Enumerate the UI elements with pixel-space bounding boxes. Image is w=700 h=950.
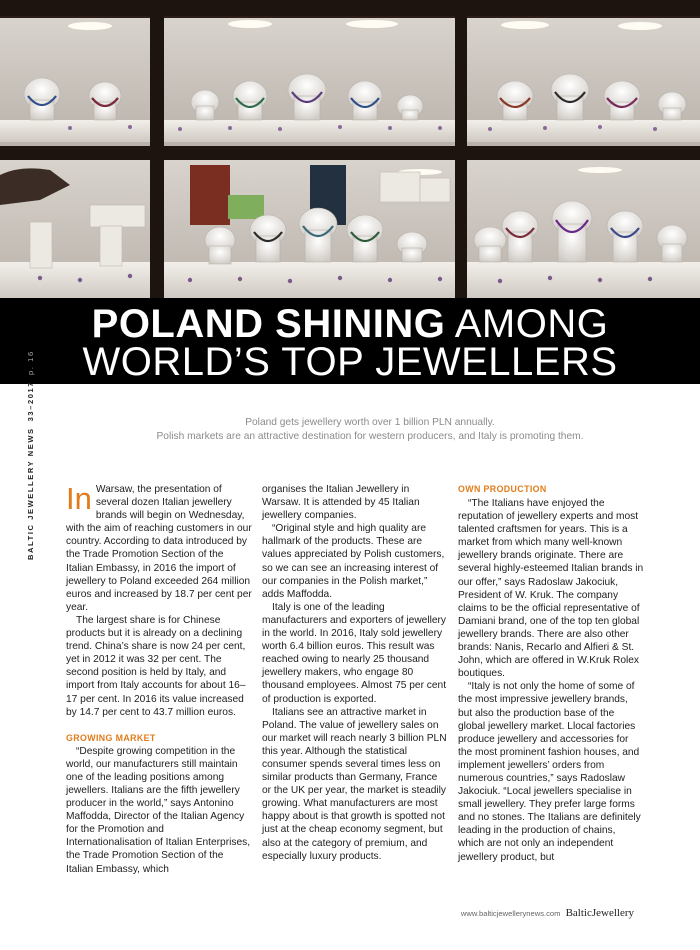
headline-rest: AMONG — [454, 302, 609, 346]
standfirst — [100, 416, 640, 443]
paragraph: “Original style and high quality are hallmark of the products. These are values appreciated by Polish customers, so we can see an increasing interest of our companies in the Polish market,” adds Maffodda. — [262, 523, 445, 600]
paragraph: Italians see an attractive market in Poland. The value of jewellery sales on our market will reach nearly 3 billion PLN this year. Although the statistical consumer spends several times less on similar products than Germany, France or the UK per year, the market is steadily growing. What manufacturers are most happy about is that growth is spotted not just at the cheap economy segment, but also at the category of premium, and especially luxury products. — [262, 706, 447, 862]
headline-band — [0, 298, 700, 384]
paragraph: The largest share is for Chinese products but it is already on a declining trend. China’s share is now 24 per cent, yet in 2012 it was 32 per cent. The second position is held by Italy, and import from Italy accounts for about 16–17 per cent. In 2016 its value increased by 14.7 per cent to 43.7 million euros. — [66, 614, 246, 718]
article-column-3 — [458, 483, 644, 864]
page-number: p. 16 — [26, 350, 35, 375]
standfirst-line-1: Poland gets jewellery worth over 1 billion PLN annually. — [245, 417, 495, 428]
page-footer — [461, 907, 634, 919]
drop-cap: In — [66, 481, 92, 516]
paragraph: “The Italians have enjoyed the reputation of jewellery experts and most talented craftsmen for years. This is a market from which many well-known jewellery brands originate. There are several highly-esteemed Italian brands in our offer,” says Radoslaw Jakociuk, President of W. Kruk. The company claims to be the official representative of Damiani brand, one of the top ten global jewellery brands. There are also other brands: Nanis, Recarlo and Alfieri & St. John, which are offered in W.Kruk Rolex boutiques. — [458, 498, 644, 680]
hero-photo — [0, 0, 700, 298]
publication-name: BALTIC JEWELLERY NEWS — [26, 427, 35, 560]
paragraph — [66, 483, 252, 614]
paragraph: organises the Italian Jewellery in Warsaw. It is attended by 45 Italian jewellery companies. — [262, 484, 420, 522]
headline-line-2: WORLD’S TOP JEWELLERS — [82, 340, 618, 384]
issue-number: 33–2017 — [26, 380, 35, 422]
publication-logo: BalticJewellery — [565, 907, 634, 919]
paragraph: Italy is one of the leading manufacturers and exporters of jewellery in the world. In 2016, Italy sold jewellery worth 6.4 billion euros. This result was reached owing to nearly 25 thousand jewellery makers, who engage 80 thousand employees. Almost 75 per cent of production is exported. — [262, 601, 447, 705]
paragraph: “Despite growing competition in the world, our manufacturers still maintain one of the leading positions among jewellers. Italians are the fifth jewellery producer in the world,” says Antonino Maffodda, Director of the Italian Agency for the Promotion and Internationalisation of Italian Enterprises, the Trade Promotion Section of the Italian Embassy, which — [66, 745, 251, 875]
website-url: www.balticjewellerynews.com — [460, 909, 561, 918]
standfirst-line-2: Polish markets are an attractive destination for western producers, and Italy is promoting them. — [156, 430, 584, 442]
paragraph: “Italy is not only the home of some of the most impressive jewellery brands, but also the production base of the global jewellery market. Llocal factories produce jewellery and accessories for the most prominent fashion houses, and implement jewellers’ orders from numerous countries,” says Radoslaw Jakociuk. “Local jewellers specialise in small jewellery. They prefer large forms and no stones. The Italians are definitely leading in the production of chains, which are not only an independent jewellery product, but — [458, 681, 641, 863]
paragraph-text: Warsaw, the presentation of several dozen Italian jewellery brands will begin on Wednesday, with the aim of reaching customers in our country. According to data introduced by the Trade Promotion Section of the Italian Embassy, in 2016 the import of jewellery to Poland exceeded 264 million euros and increased by 18.7 per cent per year. — [66, 484, 252, 613]
section-heading: GROWING MARKET — [66, 732, 156, 743]
headline-bold: POLAND SHINING — [91, 302, 446, 346]
article-column-1 — [66, 483, 252, 876]
article-column-2 — [262, 483, 448, 863]
running-head — [26, 340, 35, 560]
jewellery-display-illustration — [0, 0, 700, 298]
section-heading: OWN PRODUCTION — [458, 484, 547, 494]
